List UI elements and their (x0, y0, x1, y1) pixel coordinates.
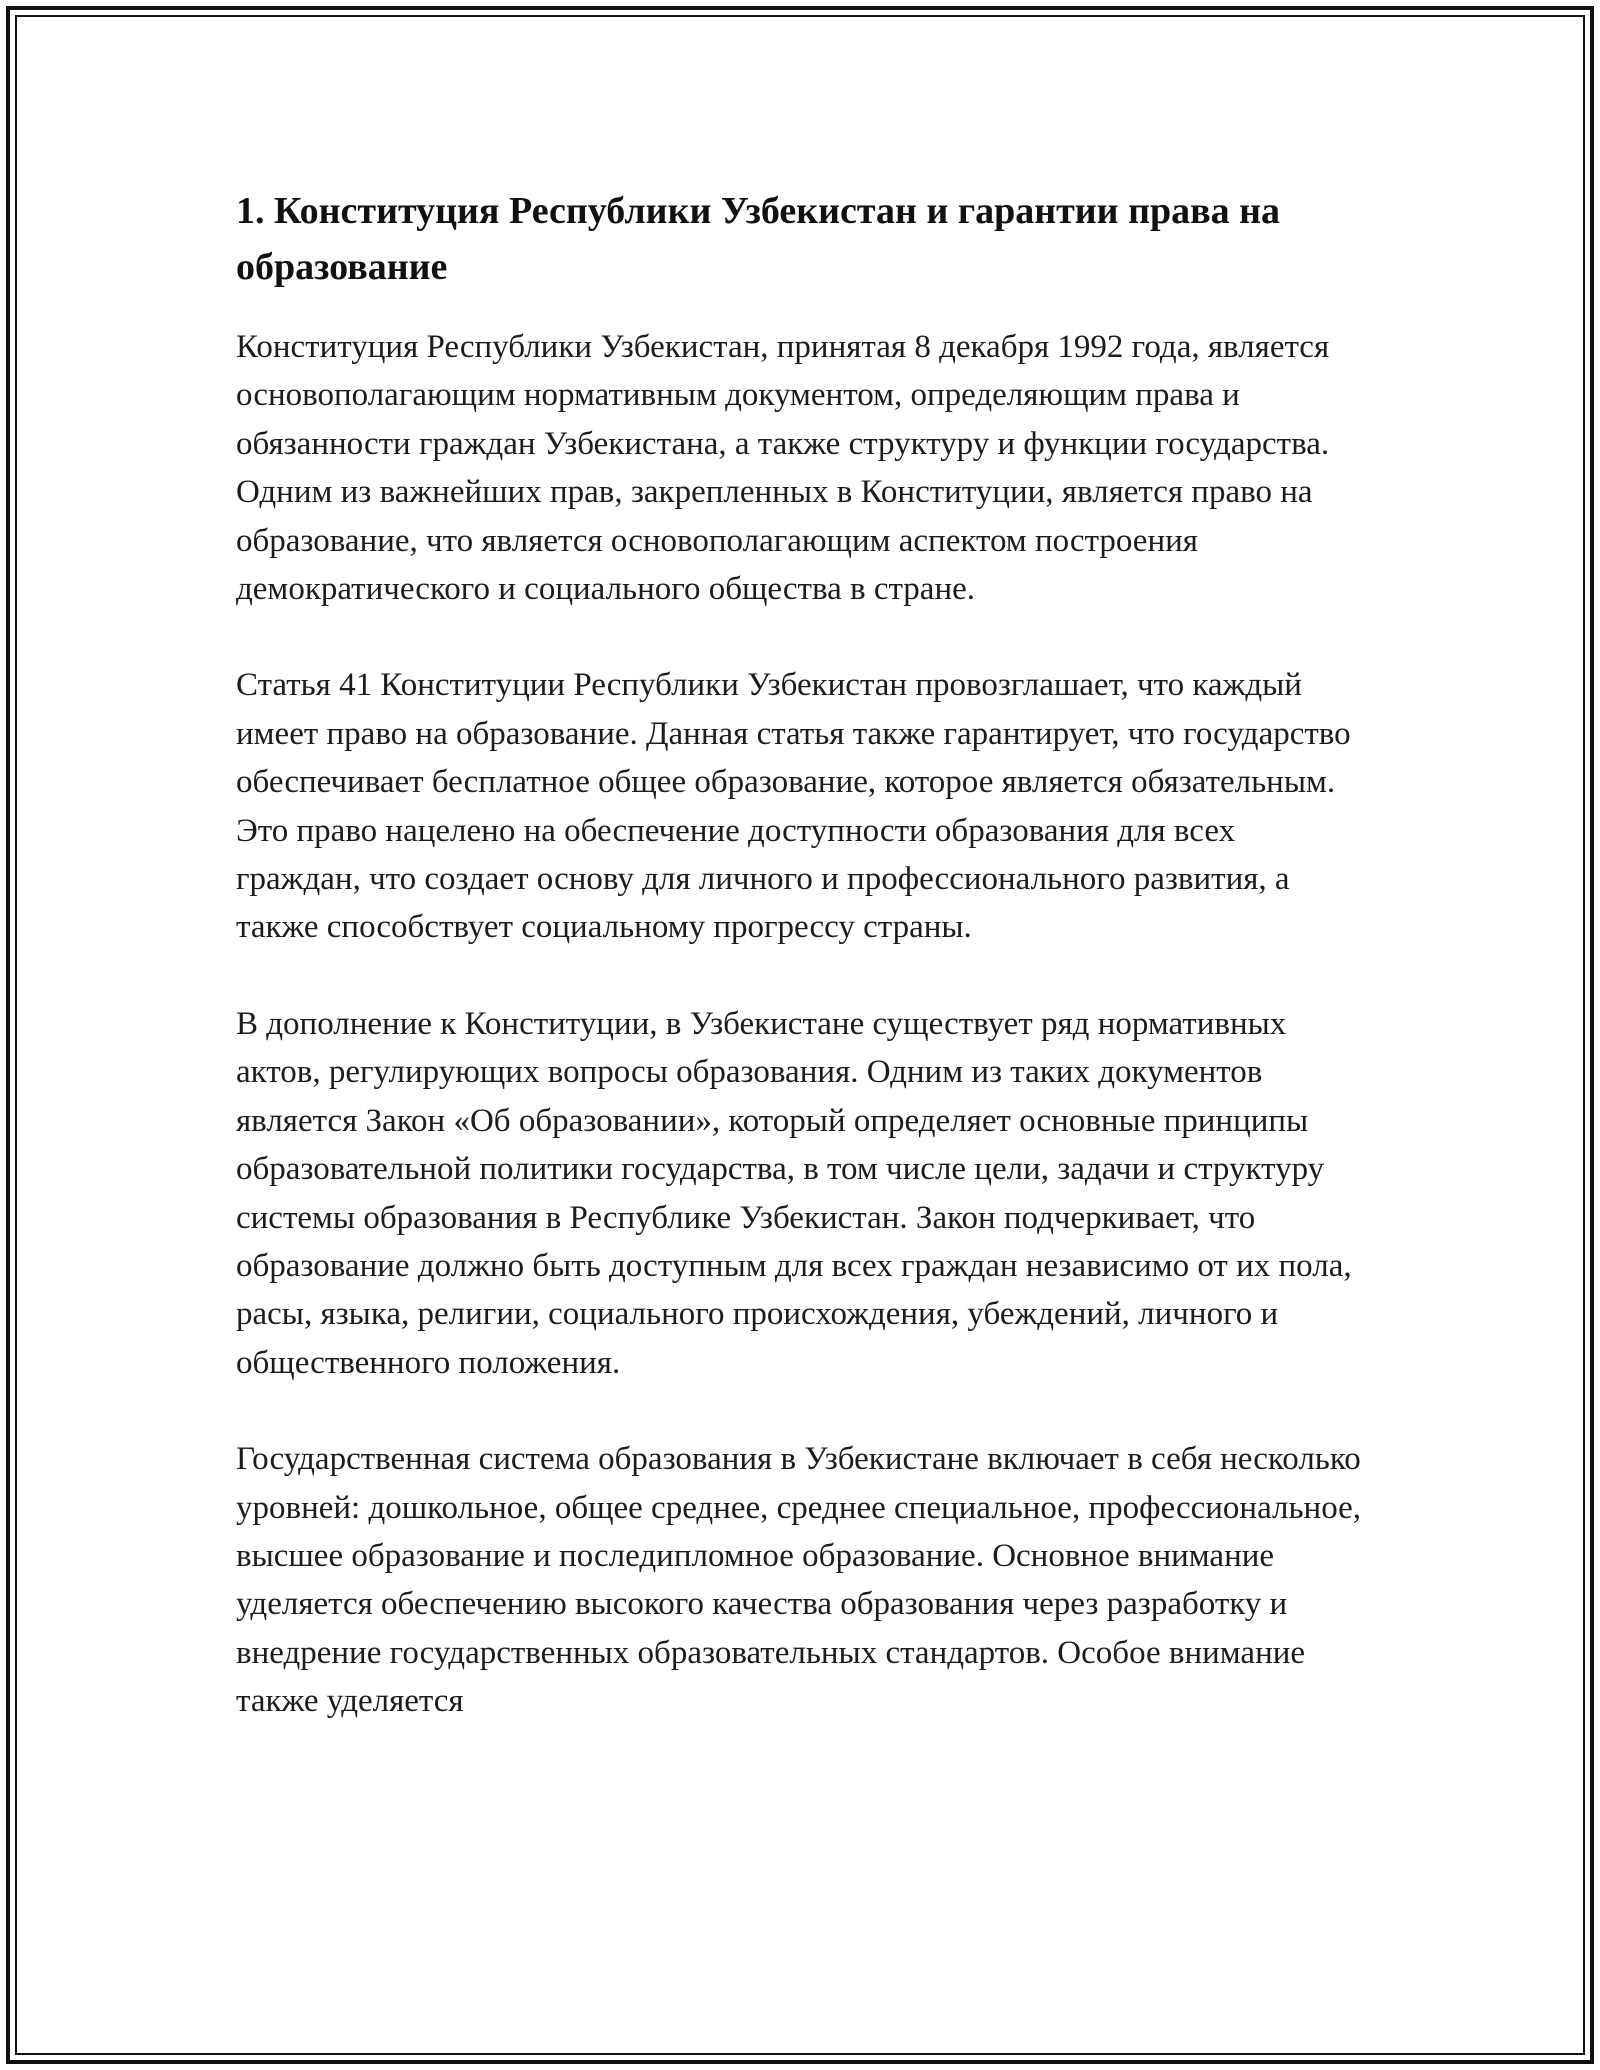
paragraph-education-system: Государственная система образования в Узбекистане включает в себя несколько уровней: дошкольное, общее среднее, среднее специальное, профессиональное, высшее образование и последипломное образование. Основное внимание уделяется обеспечению высокого качества образования через разработку и внедрение государственных образовательных стандартов. Особое внимание также уделяется (236, 1441, 1361, 1720)
document-body (236, 183, 1366, 1774)
paragraph-education-law: В дополнение к Конституции, в Узбекистане существует ряд нормативных актов, регулирующих вопросы образования. Одним из таких документов является Закон «Об образовании», который определяет основные принципы образовательной политики государства, в том числе цели, задачи и структуру системы образования в Республике Узбекистан. Закон подчеркивает, что образование должно быть доступным для всех граждан независимо от их пола, расы, языка, религии, социального происхождения, убеждений, личного и общественного положения. (236, 1005, 1352, 1381)
paragraph-article-41: Статья 41 Конституции Республики Узбекистан провозглашает, что каждый имеет право на образование. Данная статья также гарантирует, что государство обеспечивает бесплатное общее образование, которое является обязательным. Это право нацелено на обеспечение доступности образования для всех граждан, что создает основу для личного и профессионального развития, а также способствует социальному прогрессу страны. (236, 667, 1351, 946)
paragraph-constitution-intro: Конституция Республики Узбекистан, принятая 8 декабря 1992 года, является основополагающим нормативным документом, определяющим права и обязанности граждан Узбекистана, а также структуру и функции государства. Одним из важнейших прав, закрепленных в Конституции, является право на образование, что является основополагающим аспектом построения демократического и социального общества в стране. (236, 329, 1330, 608)
section-heading: 1. Конституция Республики Узбекистан и гарантии права на образование (236, 190, 1281, 288)
